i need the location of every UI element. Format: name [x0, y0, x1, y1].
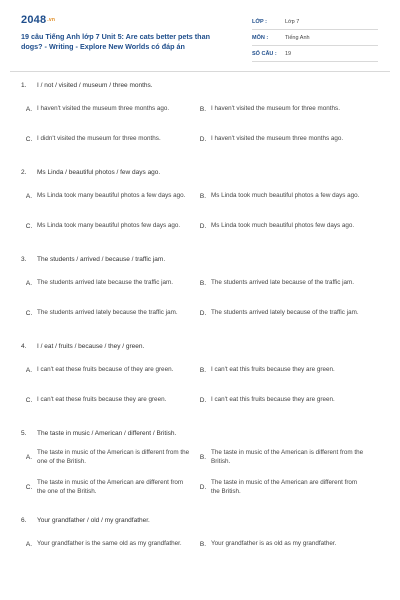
option-d[interactable]	[195, 385, 365, 415]
option-row	[21, 529, 381, 559]
option-letter: D.	[199, 483, 207, 491]
option-text: The taste in music of the American is different from the one of the British.	[37, 448, 190, 465]
option-text: The taste in music of the American are different from the one of the British.	[37, 478, 184, 495]
option-b[interactable]	[195, 94, 365, 124]
option-text: I haven't visited the museum three months ago.	[37, 105, 170, 113]
option-row	[21, 181, 381, 211]
option-text: Your grandfather is as old as my grandfather.	[211, 540, 337, 548]
option-c[interactable]	[21, 472, 191, 502]
option-text: Ms Linda took much beautiful photos few days ago.	[211, 222, 355, 230]
option-text: The students arrived late because of the traffic jam.	[211, 279, 355, 287]
meta-key: LỚP :	[252, 18, 267, 25]
option-text: The students arrived lately because of the traffic jam.	[211, 309, 359, 317]
option-letter: D.	[199, 222, 207, 230]
question-text: I / not / visited / museum / three months.	[37, 82, 153, 89]
option-letter: A.	[25, 105, 33, 113]
meta-key: SỐ CÂU :	[252, 50, 277, 57]
option-letter: C.	[25, 483, 33, 491]
option-c[interactable]	[21, 124, 191, 154]
option-letter: D.	[199, 396, 207, 404]
header-divider	[10, 71, 390, 72]
option-a[interactable]	[21, 442, 191, 472]
question-6	[21, 515, 381, 559]
question-list	[21, 80, 381, 572]
option-row	[21, 385, 381, 415]
option-row	[21, 94, 381, 124]
option-text: I haven't visited the museum three months ago.	[211, 135, 344, 143]
option-b[interactable]	[195, 268, 365, 298]
option-d[interactable]	[195, 298, 365, 328]
question-3	[21, 254, 381, 328]
option-d[interactable]	[195, 211, 365, 241]
option-letter: A.	[25, 366, 33, 374]
option-letter: B.	[199, 540, 207, 548]
question-prompt	[21, 80, 381, 94]
option-letter: B.	[199, 192, 207, 200]
option-b[interactable]	[195, 442, 365, 472]
option-a[interactable]	[21, 529, 191, 559]
option-row	[21, 355, 381, 385]
question-text: Your grandfather / old / my grandfather.	[37, 517, 150, 524]
question-text: Ms Linda / beautiful photos / few days ago.	[37, 169, 161, 176]
option-text: I can't eat these fruits because of they are green.	[37, 366, 174, 374]
option-letter: C.	[25, 309, 33, 317]
option-b[interactable]	[195, 355, 365, 385]
option-text: The taste in music of the American are different from the British.	[211, 478, 358, 495]
option-letter: D.	[199, 135, 207, 143]
meta-value: Tiếng Anh	[285, 34, 310, 41]
question-prompt	[21, 428, 381, 442]
option-c[interactable]	[21, 298, 191, 328]
option-b[interactable]	[195, 181, 365, 211]
question-number: 4.	[21, 343, 27, 350]
option-letter: B.	[199, 105, 207, 113]
option-text: The students arrived late because the traffic jam.	[37, 279, 174, 287]
question-prompt	[21, 167, 381, 181]
option-a[interactable]	[21, 268, 191, 298]
question-number: 2.	[21, 169, 27, 176]
option-letter: C.	[25, 222, 33, 230]
option-a[interactable]	[21, 94, 191, 124]
question-4	[21, 341, 381, 415]
option-b[interactable]	[195, 529, 365, 559]
option-d[interactable]	[195, 124, 365, 154]
option-c[interactable]	[21, 385, 191, 415]
option-letter: B.	[199, 453, 207, 461]
meta-value: 19	[285, 50, 292, 57]
site-logo[interactable]	[21, 14, 55, 26]
option-letter: C.	[25, 135, 33, 143]
question-5	[21, 428, 381, 502]
option-text: Ms Linda took much beautiful photos a few days ago.	[211, 192, 360, 200]
option-text: I can't eat this fruits because they are green.	[211, 366, 335, 374]
question-2	[21, 167, 381, 241]
page-header	[0, 0, 400, 62]
option-a[interactable]	[21, 181, 191, 211]
option-letter: A.	[25, 540, 33, 548]
question-prompt	[21, 341, 381, 355]
option-d[interactable]	[195, 472, 365, 502]
option-letter: C.	[25, 396, 33, 404]
meta-value: Lớp 7	[285, 18, 300, 25]
logo-suffix: .vn	[47, 17, 56, 24]
question-prompt	[21, 254, 381, 268]
option-text: I can't eat this fruits because they are green.	[211, 396, 335, 404]
logo-text: 2048	[21, 14, 47, 26]
option-text: Your grandfather is the same old as my grandfather.	[37, 540, 182, 548]
option-row	[21, 298, 381, 328]
document-title: 19 câu Tiếng Anh lớp 7 Unit 5: Are cats better pets than dogs? - Writing - Explore New Worlds có đáp án	[21, 32, 210, 51]
question-text: The students / arrived / because / traffic jam.	[37, 256, 166, 263]
question-number: 3.	[21, 256, 27, 263]
option-row	[21, 268, 381, 298]
option-row	[21, 472, 381, 502]
question-number: 1.	[21, 82, 27, 89]
option-letter: B.	[199, 366, 207, 374]
meta-row-count	[252, 46, 378, 62]
option-text: Ms Linda took many beautiful photos a few days ago.	[37, 192, 186, 200]
question-number: 5.	[21, 430, 27, 437]
option-text: I haven't visited the museum for three months.	[211, 105, 340, 113]
question-text: I / eat / fruits / because / they / green.	[37, 343, 145, 350]
option-letter: B.	[199, 279, 207, 287]
meta-row-class	[252, 14, 378, 30]
question-1	[21, 80, 381, 154]
option-c[interactable]	[21, 211, 191, 241]
meta-table	[252, 14, 378, 62]
option-row	[21, 442, 381, 472]
option-text: The taste in music of the American is different from the British.	[211, 448, 364, 465]
option-text: The students arrived lately because the traffic jam.	[37, 309, 178, 317]
option-a[interactable]	[21, 355, 191, 385]
option-text: I can't eat these fruits because they are green.	[37, 396, 167, 404]
option-letter: D.	[199, 309, 207, 317]
option-text: I didn't visited the museum for three months.	[37, 135, 161, 143]
meta-row-subject	[252, 30, 378, 46]
option-letter: A.	[25, 192, 33, 200]
option-text: Ms Linda took many beautiful photos few days ago.	[37, 222, 181, 230]
question-text: The taste in music / American / different / British.	[37, 430, 177, 437]
option-row	[21, 124, 381, 154]
option-letter: A.	[25, 279, 33, 287]
option-row	[21, 211, 381, 241]
meta-key: MÔN :	[252, 34, 269, 41]
option-letter: A.	[25, 453, 33, 461]
question-number: 6.	[21, 517, 27, 524]
question-prompt	[21, 515, 381, 529]
